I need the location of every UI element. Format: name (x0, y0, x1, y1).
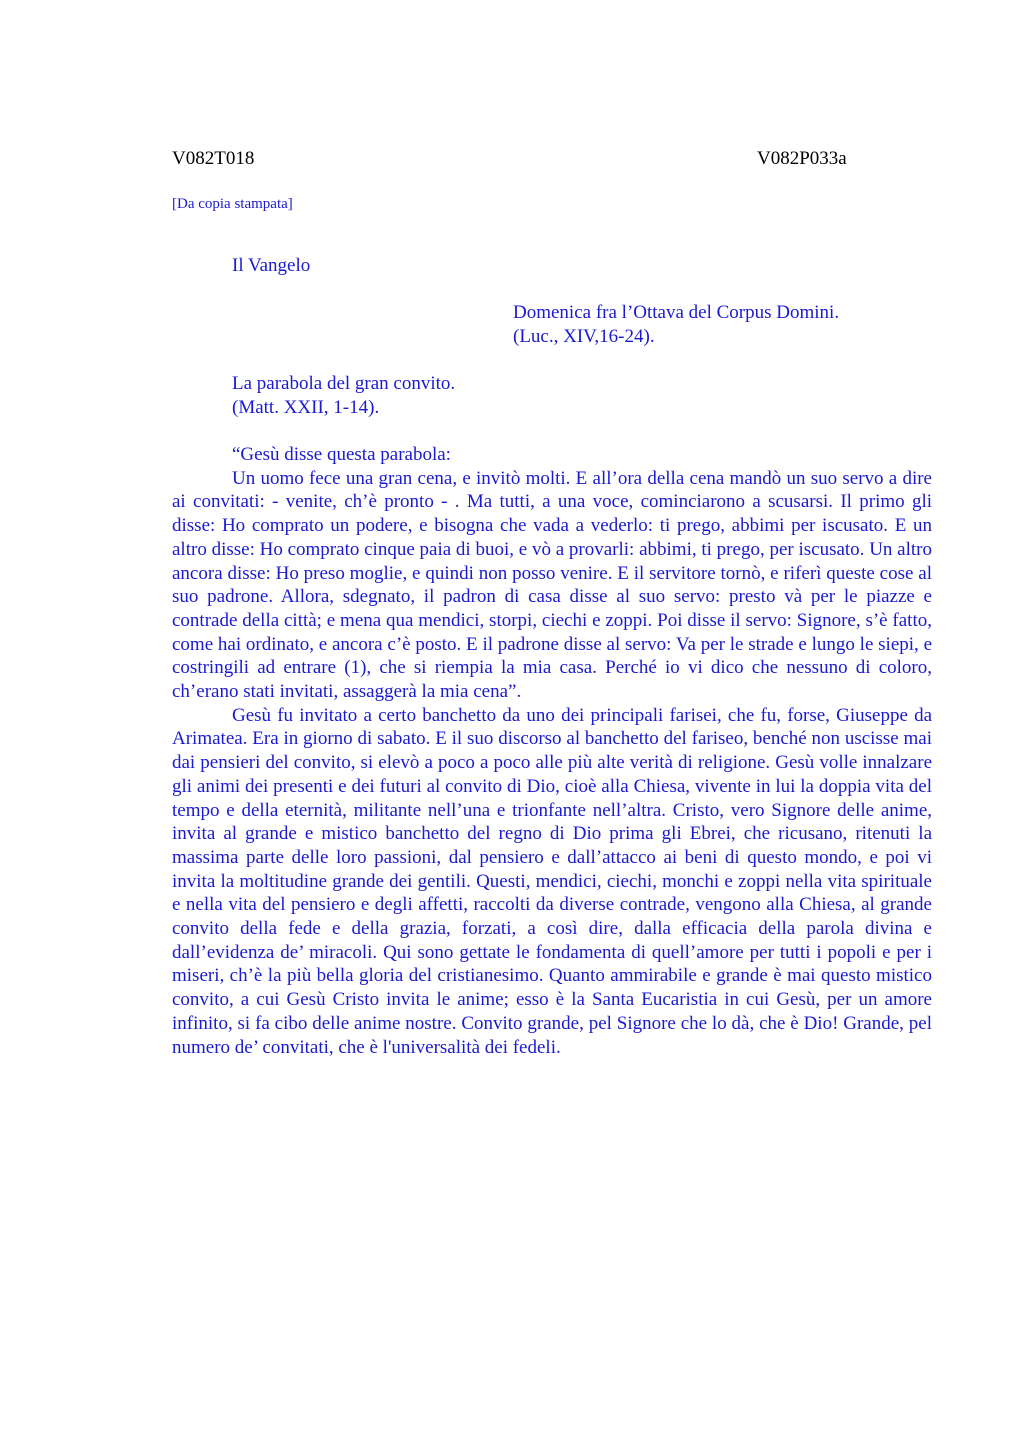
subtitle-block (232, 372, 455, 420)
occasion-line-2: (Luc., XIV,16-24). (513, 326, 655, 347)
body-intro: “Gesù disse questa parabola: (232, 444, 451, 465)
body-paragraph-1: Un uomo fece una gran cena, e invitò molti. E all’ora della cena mandò un suo servo a dire ai convitati: - venite, ch’è pronto - . Ma tutti, a una voce, cominciarono a scusarsi. Il primo gli disse: Ho comprato un podere, e bisogna che vada a vederlo: ti prego, abbimi per iscusato. E un altro disse: Ho comprato cinque paia di buoi, e vò a provarli: abbimi, ti prego, per iscusato. Un altro ancora disse: Ho preso moglie, e quindi non posso venire. E il servitore tornò, e riferì queste cose al suo padrone. Allora, sdegnato, il padron di casa disse al suo servo: presto và per le piazze e contrade della città; e mena qua mendici, storpi, ciechi e zoppi. Poi disse il servo: Signore, s’è fatto, come hai ordinato, e ancora c’è posto. E il padrone disse al servo: Va per le strade e lungo le siepi, e costringili ad entrare (1), che si riempia la mia casa. Perché io vi dico che nessuno di coloro, ch’erano stati invitati, assaggerà la mia cena”. (172, 467, 932, 703)
occasion-line-1: Domenica fra l’Ottava del Corpus Domini. (513, 302, 840, 323)
source-note: [Da copia stampata] (172, 196, 293, 212)
subtitle-line-2: (Matt. XXII, 1-14). (232, 397, 380, 418)
occasion-block (513, 301, 839, 349)
document-code-right: V082P033a (757, 148, 847, 169)
subtitle-line-1: La parabola del gran convito. (232, 373, 456, 394)
page-title: Il Vangelo (232, 255, 311, 276)
document-code-left: V082T018 (172, 148, 255, 169)
body-paragraph-2: Gesù fu invitato a certo banchetto da uno dei principali farisei, che fu, forse, Giuseppe da Arimatea. Era in giorno di sabato. E il suo discorso al banchetto del fariseo, benché non uscisse mai dai pensieri del convito, si elevò a poco a poco alle più alte verità di religione. Gesù volle innalzare gli animi dei presenti e dei futuri al convito di Dio, cioè alla Chiesa, vivente in lui la doppia vita del tempo e della eternità, militante nell’una e trionfante nell’altra. Cristo, vero Signore delle anime, invita al grande e mistico banchetto del regno di Dio prima gli Ebrei, che ricusano, ritenuti la massima parte delle loro passioni, dal pensiero e dall’attacco ai beni di questo mondo, e poi vi invita la moltitudine grande dei gentili. Questi, mendici, ciechi, monchi e zoppi nella vita spirituale e nella vita del pensiero e degli affetti, raccolti da diverse contrade, vengono alla Chiesa, al grande convito della fede e della grazia, forzati, a così dire, dalla efficacia della parola divina e dall’evidenza de’ miracoli. Qui sono gettate le fondamenta di quell’amore per tutti i popoli e per i miseri, ch’è la più bella gloria del cristianesimo. Quanto ammirabile e grande è mai questo mistico convito, a cui Gesù Cristo invita le anime; esso è la Santa Eucaristia in cui Gesù, per un amore infinito, si fa cibo delle anime nostre. Convito grande, pel Signore che lo dà, che è Dio! Grande, pel numero de’ convitati, che è l'universalità dei fedeli. (172, 704, 932, 1058)
body-text (172, 443, 932, 1059)
